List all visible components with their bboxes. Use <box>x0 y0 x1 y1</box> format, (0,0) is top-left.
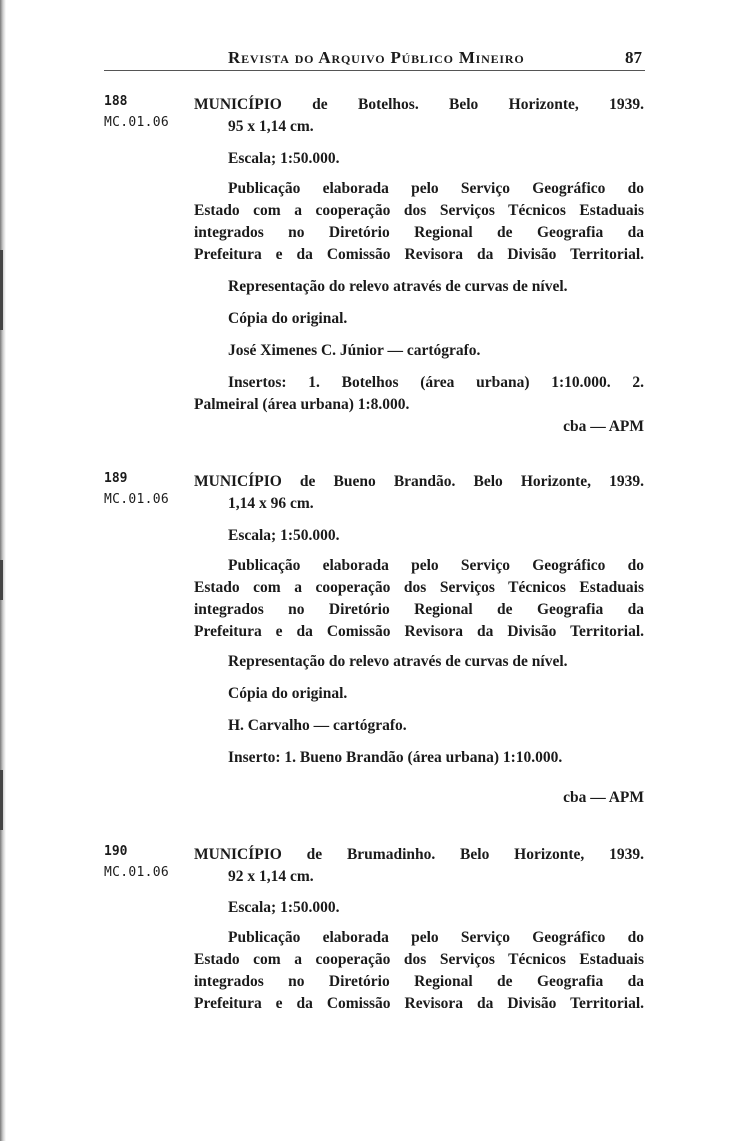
entry-code: MC.01.06 <box>104 865 170 880</box>
entry-code: MC.01.06 <box>104 115 170 130</box>
entry-title: MUNICÍPIO de Brumadinho. Belo Horizonte, 1939. <box>194 846 644 863</box>
entry-dimensions: 1,14 x 96 cm. <box>228 495 314 512</box>
insets-line: Insertos: 1. Botelhos (área urbana) 1:10.000. 2. <box>228 374 644 391</box>
entry-publication <box>194 178 644 266</box>
edge-mark <box>0 250 3 330</box>
entry-title: MUNICÍPIO de Bueno Brandão. Belo Horizonte, 1939. <box>194 473 644 490</box>
entry-copy: Cópia do original. <box>228 310 348 327</box>
page-number: 87 <box>625 48 642 67</box>
publication-line: integrados no Diretório Regional de Geografia da <box>194 601 644 618</box>
entry-relief: Representação do relevo através de curvas de nível. <box>228 278 568 295</box>
entry-title: MUNICÍPIO de Botelhos. Belo Horizonte, 1939. <box>194 96 644 113</box>
publication-line: Publicação elaborada pelo Serviço Geográfico do <box>228 180 644 197</box>
publication-line: Estado com a cooperação dos Serviços Técnicos Estaduais <box>194 202 644 219</box>
entry-publication <box>194 927 644 1015</box>
publication-line: integrados no Diretório Regional de Geografia da <box>194 224 644 241</box>
entry-scale: Escala; 1:50.000. <box>228 150 340 167</box>
entry-collection: cba — APM <box>563 418 644 435</box>
entry-number: 190 <box>104 844 128 859</box>
publication-line: Prefeitura e da Comissão Revisora da Divisão Territorial. <box>194 623 644 640</box>
entry-publication <box>194 555 644 643</box>
running-header <box>104 48 644 70</box>
entry-number: 188 <box>104 94 128 109</box>
entry-insets <box>194 372 644 416</box>
publication-line: Publicação elaborada pelo Serviço Geográfico do <box>228 557 644 574</box>
entry-inset: Inserto: 1. Bueno Brandão (área urbana) 1:10.000. <box>228 749 563 766</box>
publication-line: Estado com a cooperação dos Serviços Técnicos Estaduais <box>194 951 644 968</box>
entry-dimensions: 92 x 1,14 cm. <box>228 868 314 885</box>
entry-cartographer: H. Carvalho — cartógrafo. <box>228 717 407 734</box>
publication-line: Prefeitura e da Comissão Revisora da Divisão Territorial. <box>194 246 644 263</box>
entry-scale: Escala; 1:50.000. <box>228 527 340 544</box>
publication-line: integrados no Diretório Regional de Geografia da <box>194 973 644 990</box>
entry-number: 189 <box>104 471 128 486</box>
publication-line: Publicação elaborada pelo Serviço Geográfico do <box>228 929 644 946</box>
publication-line: Prefeitura e da Comissão Revisora da Divisão Territorial. <box>194 995 644 1012</box>
entry-cartographer: José Ximenes C. Júnior — cartógrafo. <box>228 342 481 359</box>
header-rule <box>104 70 645 71</box>
entry-collection: cba — APM <box>563 789 644 806</box>
entry-relief: Representação do relevo através de curvas de nível. <box>228 653 568 670</box>
edge-mark <box>0 770 3 830</box>
catalog-entry-189 <box>104 471 644 821</box>
entry-scale: Escala; 1:50.000. <box>228 899 340 916</box>
publication-line: Estado com a cooperação dos Serviços Técnicos Estaduais <box>194 579 644 596</box>
entry-dimensions: 95 x 1,14 cm. <box>228 118 314 135</box>
catalog-entry-190 <box>104 844 644 1014</box>
entry-copy: Cópia do original. <box>228 685 348 702</box>
edge-mark <box>0 560 3 600</box>
catalog-entry-188 <box>104 94 644 444</box>
entry-code: MC.01.06 <box>104 492 170 507</box>
insets-line: Palmeiral (área urbana) 1:8.000. <box>194 396 410 413</box>
running-title: Revista do Arquivo Público Mineiro <box>228 48 525 67</box>
